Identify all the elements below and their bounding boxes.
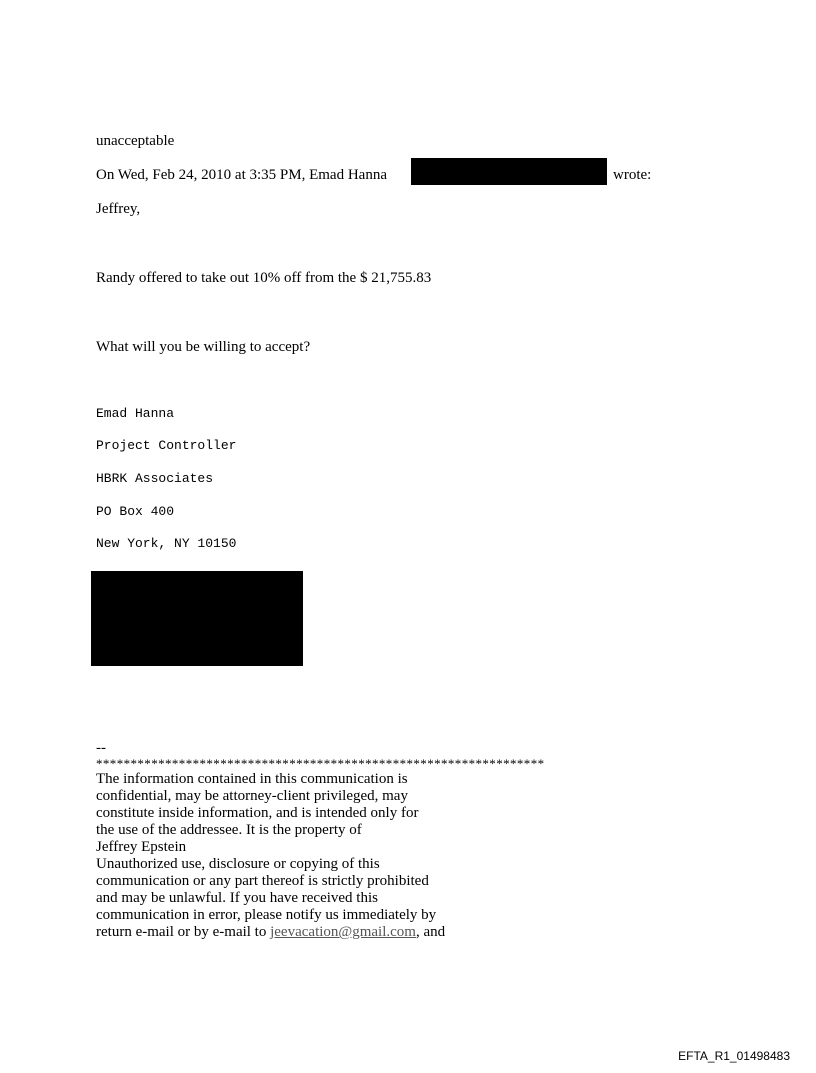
quote-header-suffix: wrote: <box>613 167 652 183</box>
body-line-question: What will you be willing to accept? <box>96 339 311 355</box>
disclaimer-line: communication or any part thereof is strictly prohibited <box>96 873 429 889</box>
disclaimer-line: confidential, may be attorney-client privileged, may <box>96 788 408 804</box>
disclaimer-line: Jeffrey Epstein <box>96 839 187 855</box>
quote-header-prefix: On Wed, Feb 24, 2010 at 3:35 PM, Emad Hanna <box>96 167 387 183</box>
disclaimer-last-line <box>96 924 616 941</box>
quote-header <box>96 166 387 184</box>
signature-name: Emad Hanna <box>96 406 175 421</box>
disclaimer-line: The information contained in this communication is <box>96 771 408 787</box>
email-link[interactable]: jeevacation@gmail.com <box>270 924 416 940</box>
disclaimer-line: constitute inside information, and is intended only for <box>96 805 419 821</box>
greeting: Jeffrey, <box>96 201 141 217</box>
disclaimer-line: and may be unlawful. If you have received this <box>96 890 378 906</box>
signature-company: HBRK Associates <box>96 471 214 486</box>
signature-address-line-2: New York, NY 10150 <box>96 536 237 551</box>
disclaimer-line: communication in error, please notify us immediately by <box>96 907 437 923</box>
disclaimer-last-line-suffix: , and <box>415 924 446 940</box>
bates-number: EFTA_R1_01498483 <box>678 1049 790 1063</box>
disclaimer-line: the use of the addressee. It is the property of <box>96 822 362 838</box>
disclaimer-line: Unauthorized use, disclosure or copying of this <box>96 856 380 872</box>
disclaimer-block <box>96 740 616 941</box>
redaction-signature-block <box>91 571 303 666</box>
body-line-offer: Randy offered to take out 10% off from the $ 21,755.83 <box>96 270 432 286</box>
disclaimer-separator: -- <box>96 740 106 756</box>
signature-title: Project Controller <box>96 438 237 453</box>
redaction-email-address <box>411 158 607 185</box>
signature-address-line-1: PO Box 400 <box>96 504 175 519</box>
disclaimer-last-line-prefix: return e-mail or by e-mail to <box>96 924 271 940</box>
reply-text: unacceptable <box>96 133 175 149</box>
disclaimer-stars: ***************************************************************** <box>96 756 545 771</box>
